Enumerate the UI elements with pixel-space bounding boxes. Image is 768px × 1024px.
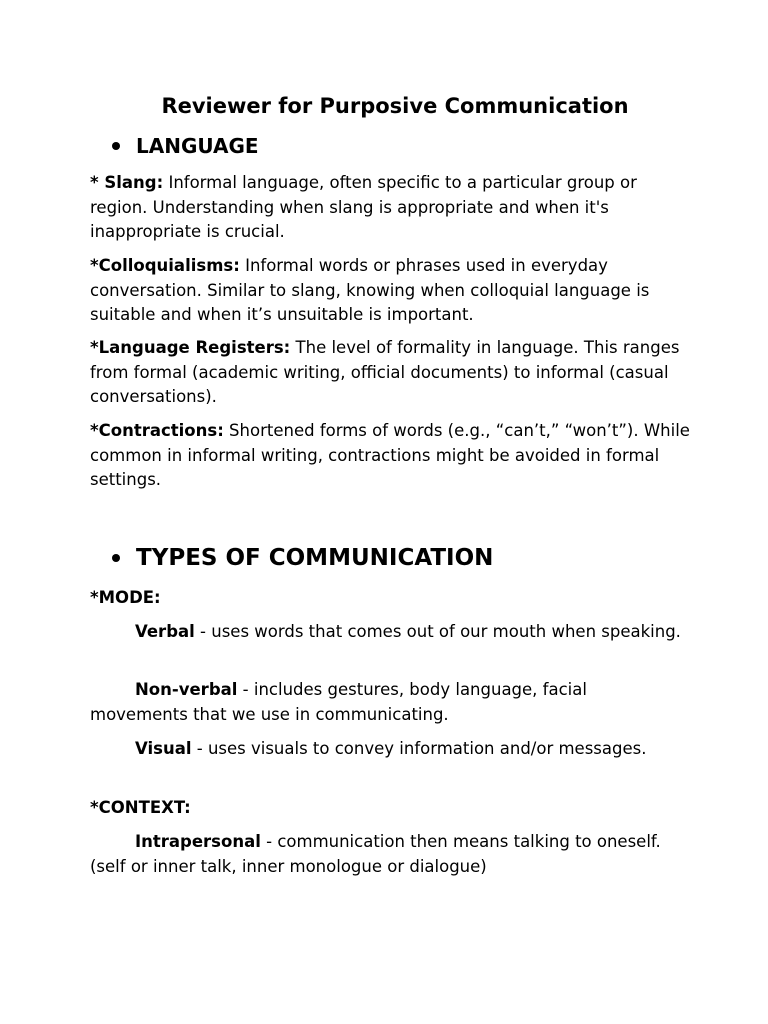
term: *Contractions: bbox=[90, 421, 224, 440]
definition-text: - includes gestures, body language, facial movements that we use in communicating. bbox=[90, 680, 587, 724]
definition-contractions bbox=[90, 419, 690, 493]
term: Non-verbal bbox=[135, 680, 238, 699]
definition-slang bbox=[90, 171, 690, 245]
bullet-icon bbox=[112, 554, 120, 562]
mode-item-verbal bbox=[90, 620, 690, 645]
term: Intrapersonal bbox=[135, 832, 261, 851]
section-heading-types-of-communication bbox=[112, 543, 493, 573]
mode-item-visual bbox=[90, 737, 690, 762]
section-heading-label: LANGUAGE bbox=[136, 134, 259, 158]
term: *Colloquialisms: bbox=[90, 256, 240, 275]
definition-text: Shortened forms of words (e.g., “can’t,” “won’t”). While common in informal writing, contractions might be avoided in formal settings. bbox=[90, 421, 690, 489]
context-item-intrapersonal bbox=[90, 830, 690, 879]
context-label: *CONTEXT: bbox=[90, 798, 191, 817]
bullet-icon bbox=[112, 142, 120, 150]
section-heading-label: TYPES OF COMMUNICATION bbox=[136, 545, 494, 571]
mode-label: *MODE: bbox=[90, 588, 161, 607]
definition-colloquialisms bbox=[90, 254, 690, 328]
definition-text: The level of formality in language. This ranges from formal (academic writing, official documents) to informal (casual conversations). bbox=[90, 338, 680, 406]
definition-language-registers bbox=[90, 336, 690, 410]
definition-text: - uses visuals to convey information and/or messages. bbox=[191, 739, 647, 758]
term: Verbal bbox=[135, 622, 195, 641]
definition-text: - uses words that comes out of our mouth when speaking. bbox=[194, 622, 681, 641]
term: * Slang: bbox=[90, 173, 164, 192]
definition-text: - communication then means talking to oneself. (self or inner talk, inner monologue or dialogue) bbox=[90, 832, 661, 876]
mode-item-non-verbal bbox=[90, 678, 690, 727]
definition-text: Informal language, often specific to a particular group or region. Understanding when slang is appropriate and when it's inappropriate is crucial. bbox=[90, 173, 637, 241]
term: *Language Registers: bbox=[90, 338, 291, 357]
definition-text: Informal words or phrases used in everyday conversation. Similar to slang, knowing when colloquial language is suitable and when it’s unsuitable is important. bbox=[90, 256, 650, 324]
section-heading-language bbox=[112, 133, 259, 159]
term: Visual bbox=[135, 739, 192, 758]
document-title: Reviewer for Purposive Communication bbox=[161, 94, 629, 118]
